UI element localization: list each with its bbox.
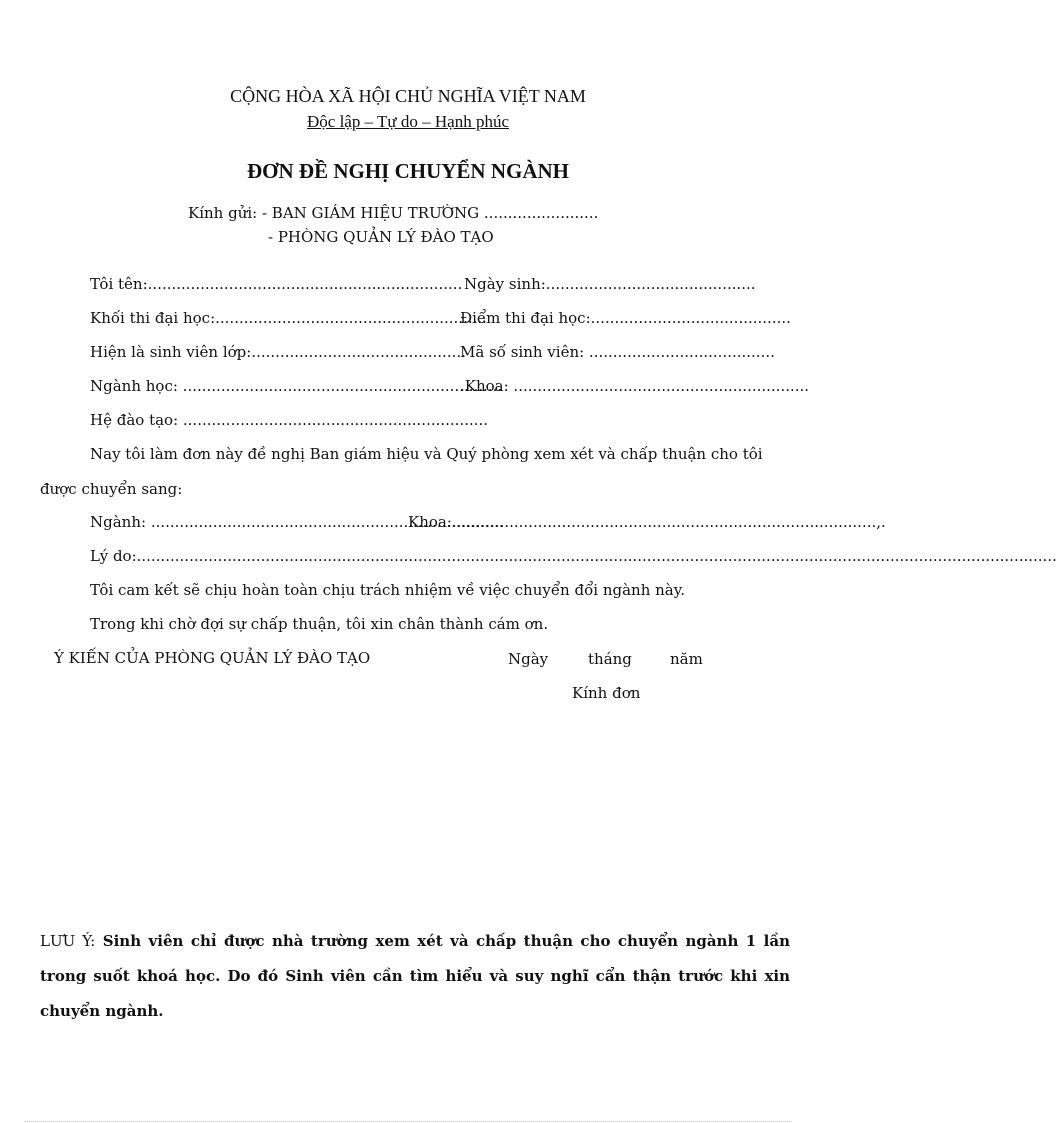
form-title: ĐƠN ĐỀ NGHỊ CHUYỂN NGÀNH [246,159,569,183]
note-paragraph [40,924,790,1029]
student-id-field: Mã số sinh viên: ....................................... [460,343,775,361]
applicant-label: Kính đơn [572,684,641,702]
dob-field: Ngày sinh:............................................ [464,275,756,293]
request-line-2: được chuyển sang: [40,480,183,498]
closing-text: Trong khi chờ đợi sự chấp thuận, tôi xin chân thành cám ơn. [90,615,549,633]
request-line-1: Nay tôi làm đơn này đề nghị Ban giám hiệu và Quý phòng xem xét và chấp thuận cho tôi [90,445,763,463]
date-day-label: Ngày [508,650,549,668]
training-type-field: Hệ đào tạo: ................................................................ [90,411,489,429]
commitment-text: Tôi cam kết sẽ chịu hoàn toàn chịu trách nhiệm về việc chuyển đổi ngành này. [90,581,685,599]
current-class-field: Hiện là sinh viên lớp:............................................. [90,343,466,361]
recipient-line-2: - PHÒNG QUẢN LÝ ĐÀO TẠO [268,228,494,246]
exam-block-field: Khối thi đại học:......................................................... [90,309,487,327]
date-month-label: tháng [588,650,632,668]
date-year-label: năm [670,650,703,668]
new-major-field: Ngành: .......................................................................... [90,513,504,531]
recipient-line-1: Kính gửi: - BAN GIÁM HIỆU TRƯỜNG ........................ [188,204,599,222]
name-field: Tôi tên:.................................................................. [90,275,463,293]
faculty-field: .Khoa: .............................................................. [460,377,810,395]
national-title: CỘNG HÒA XÃ HỘI CHỦ NGHĨA VIỆT NAM [230,86,586,106]
major-field: Ngành học: ................................................................... [90,377,503,395]
new-faculty-field: Khoa:.........................................................................................,. [408,513,886,531]
exam-score-field: Điểm thi đại học:.......................................... [460,309,791,327]
reason-field: Lý do:................................................................................................................................................................................................. [90,547,1057,565]
note-text: Sinh viên chỉ được nhà trường xem xét và chấp thuận cho chuyển ngành 1 lần trong suốt khoá học. Do đó Sinh viên cần tìm hiểu và suy nghĩ cẩn thận trước khi xin chuyển ngành. [40,932,790,1020]
office-opinion-label: Ý KIẾN CỦA PHÒNG QUẢN LÝ ĐÀO TẠO [54,649,371,667]
motto: Độc lập – Tự do – Hạnh phúc [307,112,509,131]
note-label: LƯU Ý: [40,932,96,950]
page-bottom-rule [24,1121,792,1122]
